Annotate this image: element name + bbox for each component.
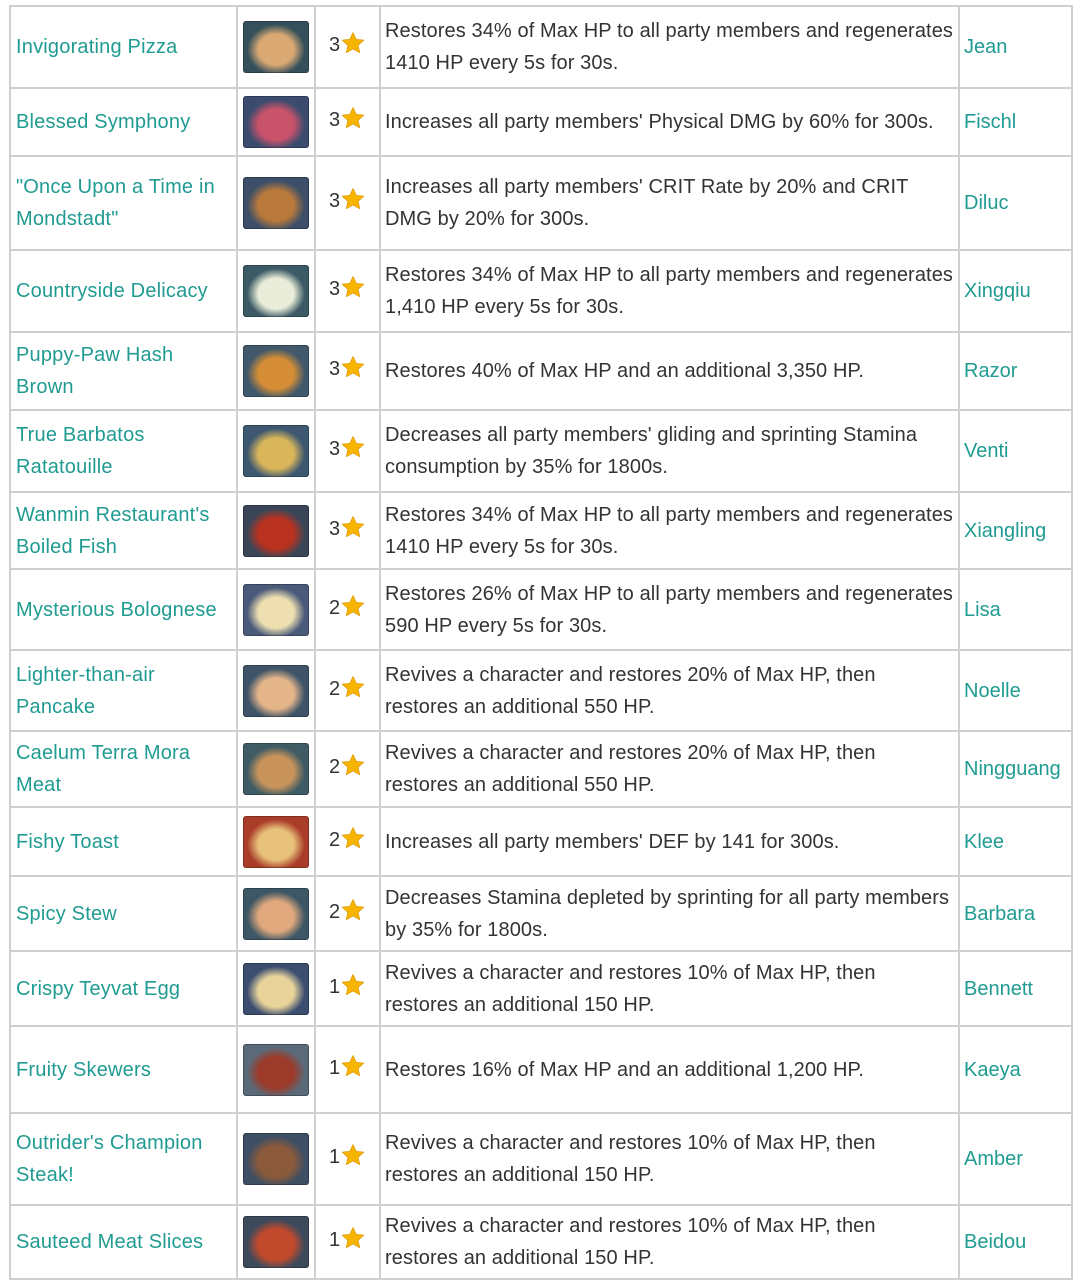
dish-table <box>9 5 1073 1280</box>
character-cell <box>959 807 1072 876</box>
character-cell <box>959 250 1072 332</box>
character-link[interactable]: Fischl <box>964 111 1017 133</box>
rarity-cell <box>315 6 380 88</box>
rarity-value: 3 <box>329 278 341 300</box>
dish-name-link[interactable]: Invigorating Pizza <box>16 36 178 58</box>
dish-icon-cell <box>237 492 315 569</box>
pizza-icon[interactable] <box>243 21 309 73</box>
table-row <box>10 410 1072 492</box>
boiled-fish-icon[interactable] <box>243 505 309 557</box>
character-link[interactable]: Xingqiu <box>964 280 1031 302</box>
character-link[interactable]: Kaeya <box>964 1058 1021 1081</box>
dish-icon-cell <box>237 1205 315 1279</box>
dish-name-link[interactable]: Sauteed Meat Slices <box>16 1231 204 1253</box>
dish-name-cell <box>10 951 237 1026</box>
dish-effect-description: Restores 34% of Max HP to all party members and regenerates 1410 HP every 5s for 30s. <box>380 492 959 569</box>
rarity-value: 2 <box>329 828 341 851</box>
dish-name-cell <box>10 569 237 650</box>
star-icon <box>341 1054 365 1088</box>
character-cell <box>959 410 1072 492</box>
dish-name-link[interactable]: Blessed Symphony <box>16 111 191 133</box>
dish-icon-cell <box>237 332 315 410</box>
cured-meat-platter-icon[interactable] <box>243 96 309 148</box>
rarity-value: 3 <box>329 109 341 131</box>
dish-effect-description: Restores 40% of Max HP and an additional 3,350 HP. <box>380 332 959 410</box>
table-row <box>10 1205 1072 1279</box>
character-cell <box>959 731 1072 807</box>
dish-name-cell <box>10 1205 237 1279</box>
character-cell <box>959 569 1072 650</box>
dish-name-link[interactable]: Spicy Stew <box>16 902 117 925</box>
rarity-cell <box>315 332 380 410</box>
table-row <box>10 332 1072 410</box>
star-icon <box>341 753 365 787</box>
dish-effect-description: Increases all party members' Physical DMG by 60% for 300s. <box>380 88 959 156</box>
character-link[interactable]: Klee <box>964 830 1005 853</box>
star-icon <box>341 187 365 221</box>
table-row <box>10 88 1072 156</box>
character-cell <box>959 88 1072 156</box>
table-row <box>10 1026 1072 1113</box>
dish-name-cell <box>10 6 237 88</box>
dish-effect-description: Restores 34% of Max HP to all party members and regenerates 1,410 HP every 5s for 30s. <box>380 250 959 332</box>
dish-name-link[interactable]: Mysterious Bolognese <box>16 598 217 621</box>
rarity-value: 2 <box>329 756 341 778</box>
stew-bowl-icon[interactable] <box>243 888 309 940</box>
rarity-value: 1 <box>329 975 341 998</box>
dish-icon-cell <box>237 250 315 332</box>
star-icon <box>341 1143 365 1177</box>
rarity-cell <box>315 88 380 156</box>
dish-name-link[interactable]: Outrider's Champion Steak! <box>16 1132 203 1186</box>
rarity-value: 3 <box>329 517 341 540</box>
character-link[interactable]: Amber <box>964 1148 1023 1170</box>
dish-effect-description: Revives a character and restores 10% of Max HP, then restores an additional 150 HP. <box>380 1113 959 1205</box>
dish-name-link[interactable]: Countryside Delicacy <box>16 280 208 302</box>
rarity-cell <box>315 731 380 807</box>
dish-icon-cell <box>237 731 315 807</box>
dish-icon-cell <box>237 650 315 731</box>
rarity-cell <box>315 569 380 650</box>
character-link[interactable]: Lisa <box>964 598 1001 621</box>
skewer-icon[interactable] <box>243 1044 309 1096</box>
table-row <box>10 250 1072 332</box>
dish-name-cell <box>10 410 237 492</box>
rarity-value: 1 <box>329 1146 341 1168</box>
table-row <box>10 807 1072 876</box>
dish-effect-description: Decreases all party members' gliding and sprinting Stamina consumption by 35% for 1800s. <box>380 410 959 492</box>
meat-slices-icon[interactable] <box>243 1216 309 1268</box>
star-icon <box>341 515 365 549</box>
character-link[interactable]: Diluc <box>964 192 1009 214</box>
star-icon <box>341 1226 365 1260</box>
character-link[interactable]: Barbara <box>964 902 1036 925</box>
rarity-value: 1 <box>329 1229 341 1251</box>
dish-effect-description: Increases all party members' DEF by 141 for 300s. <box>380 807 959 876</box>
table-row <box>10 492 1072 569</box>
dish-effect-description: Revives a character and restores 10% of Max HP, then restores an additional 150 HP. <box>380 1205 959 1279</box>
table-row <box>10 569 1072 650</box>
character-link[interactable]: Jean <box>964 36 1008 58</box>
dish-name-cell <box>10 1026 237 1113</box>
dish-name-cell <box>10 156 237 250</box>
character-cell <box>959 876 1072 951</box>
character-link[interactable]: Noelle <box>964 679 1021 702</box>
dish-name-cell <box>10 1113 237 1205</box>
dish-icon-cell <box>237 876 315 951</box>
rarity-cell <box>315 650 380 731</box>
character-link[interactable]: Xiangling <box>964 519 1047 542</box>
dish-effect-description: Restores 34% of Max HP to all party members and regenerates 1410 HP every 5s for 30s. <box>380 6 959 88</box>
character-cell <box>959 492 1072 569</box>
star-icon <box>341 106 365 140</box>
dish-name-link[interactable]: Wanmin Restaurant's Boiled Fish <box>16 503 210 558</box>
character-link[interactable]: Ningguang <box>964 758 1061 780</box>
table-row <box>10 731 1072 807</box>
layered-sandwich-icon[interactable] <box>243 177 309 229</box>
dish-effect-description: Revives a character and restores 20% of Max HP, then restores an additional 550 HP. <box>380 731 959 807</box>
star-icon <box>341 675 365 709</box>
rarity-cell <box>315 1205 380 1279</box>
character-link[interactable]: Venti <box>964 440 1009 462</box>
dish-name-cell <box>10 650 237 731</box>
dish-name-cell <box>10 88 237 156</box>
rarity-cell <box>315 1026 380 1113</box>
dish-effect-description: Revives a character and restores 10% of Max HP, then restores an additional 150 HP. <box>380 951 959 1026</box>
rarity-value: 2 <box>329 596 341 619</box>
rarity-cell <box>315 1113 380 1205</box>
pancake-stack-icon[interactable] <box>243 665 309 717</box>
character-cell <box>959 332 1072 410</box>
ratatouille-bowl-icon[interactable] <box>243 425 309 477</box>
table-row <box>10 1113 1072 1205</box>
character-cell <box>959 951 1072 1026</box>
dish-icon-cell <box>237 410 315 492</box>
rarity-value: 3 <box>329 34 341 56</box>
dish-name-cell <box>10 332 237 410</box>
character-cell <box>959 650 1072 731</box>
dish-name-cell <box>10 731 237 807</box>
dish-icon-cell <box>237 1026 315 1113</box>
dish-icon-cell <box>237 951 315 1026</box>
star-icon <box>341 435 365 469</box>
rarity-cell <box>315 250 380 332</box>
rarity-cell <box>315 951 380 1026</box>
dish-table-body <box>10 6 1072 1279</box>
table-row <box>10 951 1072 1026</box>
rarity-cell <box>315 807 380 876</box>
star-icon <box>341 275 365 309</box>
dish-icon-cell <box>237 1113 315 1205</box>
star-icon <box>341 898 365 932</box>
dish-icon-cell <box>237 807 315 876</box>
dish-effect-description: Restores 16% of Max HP and an additional 1,200 HP. <box>380 1026 959 1113</box>
dish-icon-cell <box>237 156 315 250</box>
rarity-cell <box>315 876 380 951</box>
character-link[interactable]: Bennett <box>964 977 1033 1000</box>
dish-name-cell <box>10 492 237 569</box>
dish-name-cell <box>10 250 237 332</box>
rarity-value: 2 <box>329 677 341 700</box>
dish-icon-cell <box>237 569 315 650</box>
hash-brown-icon[interactable] <box>243 345 309 397</box>
dish-effect-description: Revives a character and restores 20% of Max HP, then restores an additional 550 HP. <box>380 650 959 731</box>
character-cell <box>959 1205 1072 1279</box>
meat-plate-icon[interactable] <box>243 743 309 795</box>
dish-name-cell <box>10 807 237 876</box>
dish-name-cell <box>10 876 237 951</box>
table-row <box>10 6 1072 88</box>
dish-name-link[interactable]: Caelum Terra Mora Meat <box>16 742 191 796</box>
dish-effect-description: Restores 26% of Max HP to all party members and regenerates 590 HP every 5s for 30s. <box>380 569 959 650</box>
star-icon <box>341 973 365 1007</box>
rarity-cell <box>315 156 380 250</box>
dish-icon-cell <box>237 6 315 88</box>
character-cell <box>959 1026 1072 1113</box>
dish-name-link[interactable]: "Once Upon a Time in Mondstadt" <box>16 176 215 230</box>
character-link[interactable]: Beidou <box>964 1231 1027 1253</box>
dish-name-link[interactable]: Fishy Toast <box>16 830 119 853</box>
dish-name-link[interactable]: Fruity Skewers <box>16 1058 152 1081</box>
rarity-value: 3 <box>329 190 341 212</box>
star-icon <box>341 826 365 860</box>
star-icon <box>341 355 365 389</box>
dish-name-link[interactable]: Crispy Teyvat Egg <box>16 977 181 1000</box>
rarity-cell <box>315 492 380 569</box>
table-row <box>10 650 1072 731</box>
steak-icon[interactable] <box>243 1133 309 1185</box>
character-link[interactable]: Razor <box>964 360 1018 382</box>
rarity-value: 3 <box>329 358 341 380</box>
dish-name-link[interactable]: Lighter-than-air Pancake <box>16 663 155 718</box>
character-cell <box>959 156 1072 250</box>
dish-effect-description: Increases all party members' CRIT Rate by 20% and CRIT DMG by 20% for 300s. <box>380 156 959 250</box>
table-row <box>10 876 1072 951</box>
character-cell <box>959 6 1072 88</box>
spaghetti-plate-icon[interactable] <box>243 584 309 636</box>
table-row <box>10 156 1072 250</box>
toast-icon[interactable] <box>243 816 309 868</box>
dumpling-basket-icon[interactable] <box>243 265 309 317</box>
egg-dish-icon[interactable] <box>243 963 309 1015</box>
dish-effect-description: Decreases Stamina depleted by sprinting for all party members by 35% for 1800s. <box>380 876 959 951</box>
dish-name-link[interactable]: Puppy-Paw Hash Brown <box>16 344 174 398</box>
rarity-value: 1 <box>329 1056 341 1079</box>
dish-name-link[interactable]: True Barbatos Ratatouille <box>16 424 145 478</box>
star-icon <box>341 594 365 628</box>
dish-icon-cell <box>237 88 315 156</box>
rarity-value: 3 <box>329 438 341 460</box>
rarity-value: 2 <box>329 900 341 923</box>
star-icon <box>341 31 365 65</box>
character-cell <box>959 1113 1072 1205</box>
rarity-cell <box>315 410 380 492</box>
